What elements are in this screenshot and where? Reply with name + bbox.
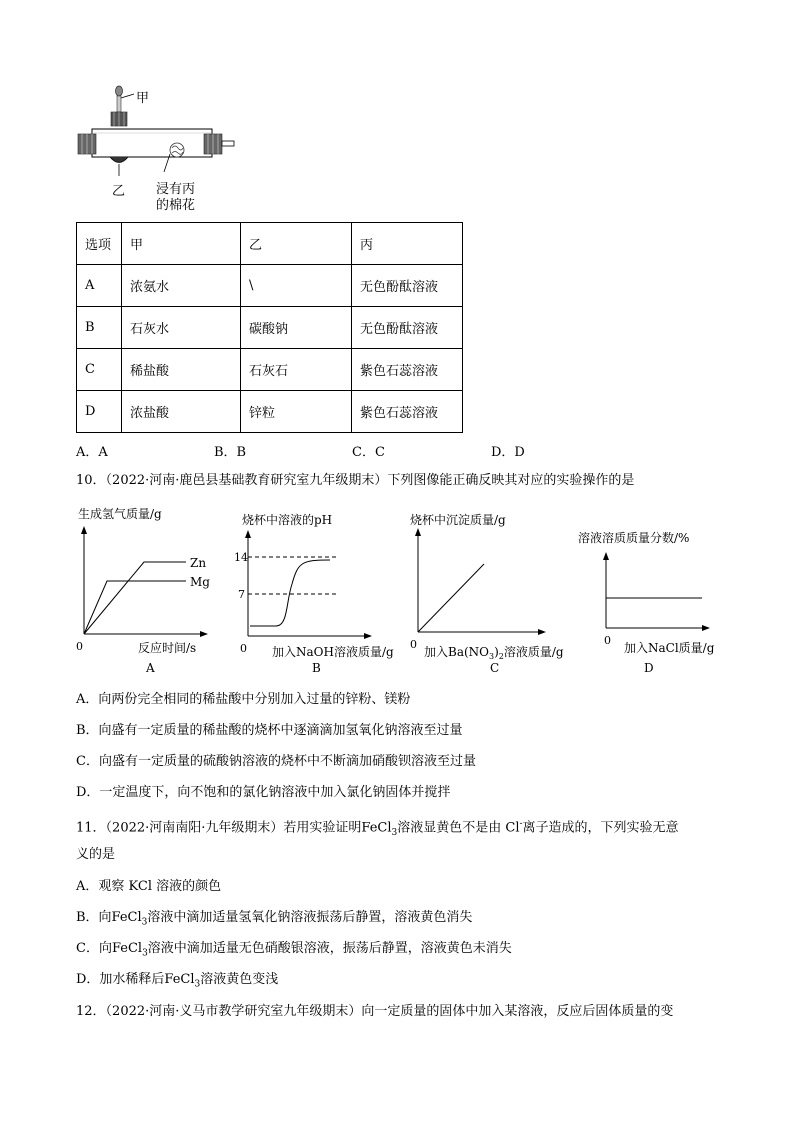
label-bing-2: 的棉花	[156, 198, 196, 213]
label-bing-1: 浸有丙	[156, 182, 196, 197]
q11-stem: 11．（2022·河南南阳·九年级期末）若用实验证明FeCl$_3$溶液显黄色不是由 Cl-离子造成的，下列实验无意	[76, 819, 679, 838]
table-cell: 乙	[241, 223, 352, 265]
choice-b: B．B	[214, 445, 247, 460]
chart-a-ylabel: 生成氢气质量/g	[78, 507, 162, 521]
table-row	[77, 223, 463, 265]
q10-option-c: C．向盛有一定质量的硫酸钠溶液的烧杯中不断滴加硝酸钡溶液至过量	[76, 754, 476, 769]
table-cell: 甲	[122, 223, 241, 265]
table-cell: A	[77, 265, 122, 307]
choice-a: A．A	[76, 445, 108, 460]
q10-option-d: D．一定温度下，向不饱和的氯化钠溶液中加入氯化钠固体并搅拌	[76, 785, 451, 800]
table-cell: 紫色石蕊溶液	[352, 391, 463, 433]
chart-c	[408, 502, 578, 680]
options-table	[76, 222, 463, 433]
table-cell: 碳酸钠	[241, 307, 352, 349]
q12-stem: 12．（2022·河南·义马市教学研究室九年级期末）向一定质量的固体中加入某溶液，反应后固体质量的变	[76, 1004, 674, 1019]
series-zn-label: Zn	[190, 556, 207, 570]
chart-c-xlabel: 加入$Ba(NO_3)_2$溶液质量/g	[424, 645, 564, 661]
table-cell: C	[77, 349, 122, 391]
table-cell: 浓盐酸	[122, 391, 241, 433]
series-mg-label: Mg	[190, 575, 210, 589]
q10-option-b: B．向盛有一定质量的稀盐酸的烧杯中逐滴滴加氢氧化钠溶液至过量	[76, 723, 463, 738]
q11-option-c: C．向FeCl$_3$溶液中滴加适量无色硝酸银溶液，振荡后静置，溶液黄色未消失	[76, 941, 512, 959]
chart-b-origin: 0	[240, 642, 247, 655]
q11-option-a: A．观察 KCl 溶液的颜色	[76, 879, 222, 894]
q11-option-d: D．加水稀释后FeCl$_3$溶液黄色变浅	[76, 972, 279, 990]
chart-b-tick-14: 14	[234, 551, 248, 564]
table-cell: B	[77, 307, 122, 349]
chart-a-xlabel: 反应时间/s	[138, 641, 197, 655]
table-row	[77, 349, 463, 391]
q10-option-a: A．向两份完全相同的稀盐酸中分别加入过量的锌粉、镁粉	[76, 692, 411, 707]
table-cell: 石灰水	[122, 307, 241, 349]
chart-d-xlabel: 加入NaCl质量/g	[624, 641, 715, 655]
q11-stem-line2: 义的是	[76, 847, 116, 862]
label-jia: 甲	[136, 91, 150, 106]
choice-c: C．C	[352, 445, 385, 460]
table-cell: 丙	[352, 223, 463, 265]
chart-b	[236, 502, 406, 680]
table-row	[77, 391, 463, 433]
table-row	[77, 307, 463, 349]
table-cell: D	[77, 391, 122, 433]
table-cell: 紫色石蕊溶液	[352, 349, 463, 391]
chart-a-caption: A	[146, 661, 155, 675]
chart-a	[74, 502, 224, 680]
table-cell: 选项	[77, 223, 122, 265]
precipitate-line	[418, 564, 484, 632]
series-mg-line	[84, 581, 186, 634]
chart-d-origin: 0	[604, 634, 611, 647]
table-cell: 无色酚酞溶液	[352, 265, 463, 307]
chart-c-ylabel: 烧杯中沉淀质量/g	[410, 513, 506, 527]
table-cell: 锌粒	[241, 391, 352, 433]
q10-stem: 10．（2022·河南·鹿邑县基础教育研究室九年级期末）下列图像能正确反映其对应的实验操作的是	[76, 473, 635, 488]
label-yi: 乙	[112, 184, 126, 199]
chart-a-origin: 0	[76, 640, 83, 653]
chart-d-ylabel: 溶液溶质质量分数/%	[578, 531, 690, 545]
table-cell: 浓氨水	[122, 265, 241, 307]
table-cell: \	[241, 265, 352, 307]
q11-option-b: B．向FeCl$_3$溶液中滴加适量氢氧化钠溶液振荡后静置，溶液黄色消失	[76, 910, 473, 928]
chart-b-tick-7: 7	[238, 588, 245, 601]
chart-c-caption: C	[490, 661, 500, 675]
chart-d-caption: D	[644, 661, 654, 675]
table-row	[77, 265, 463, 307]
chart-b-ylabel: 烧杯中溶液的pH	[242, 513, 333, 527]
table-cell: 无色酚酞溶液	[352, 307, 463, 349]
choice-d: D．D	[491, 445, 525, 460]
chart-c-origin: 0	[410, 638, 417, 651]
chart-b-caption: B	[312, 661, 321, 675]
table-cell: 石灰石	[241, 349, 352, 391]
table-cell: 稀盐酸	[122, 349, 241, 391]
ph-curve	[250, 560, 330, 626]
chart-d	[576, 502, 736, 680]
chart-b-xlabel: 加入NaOH溶液质量/g	[272, 645, 394, 659]
